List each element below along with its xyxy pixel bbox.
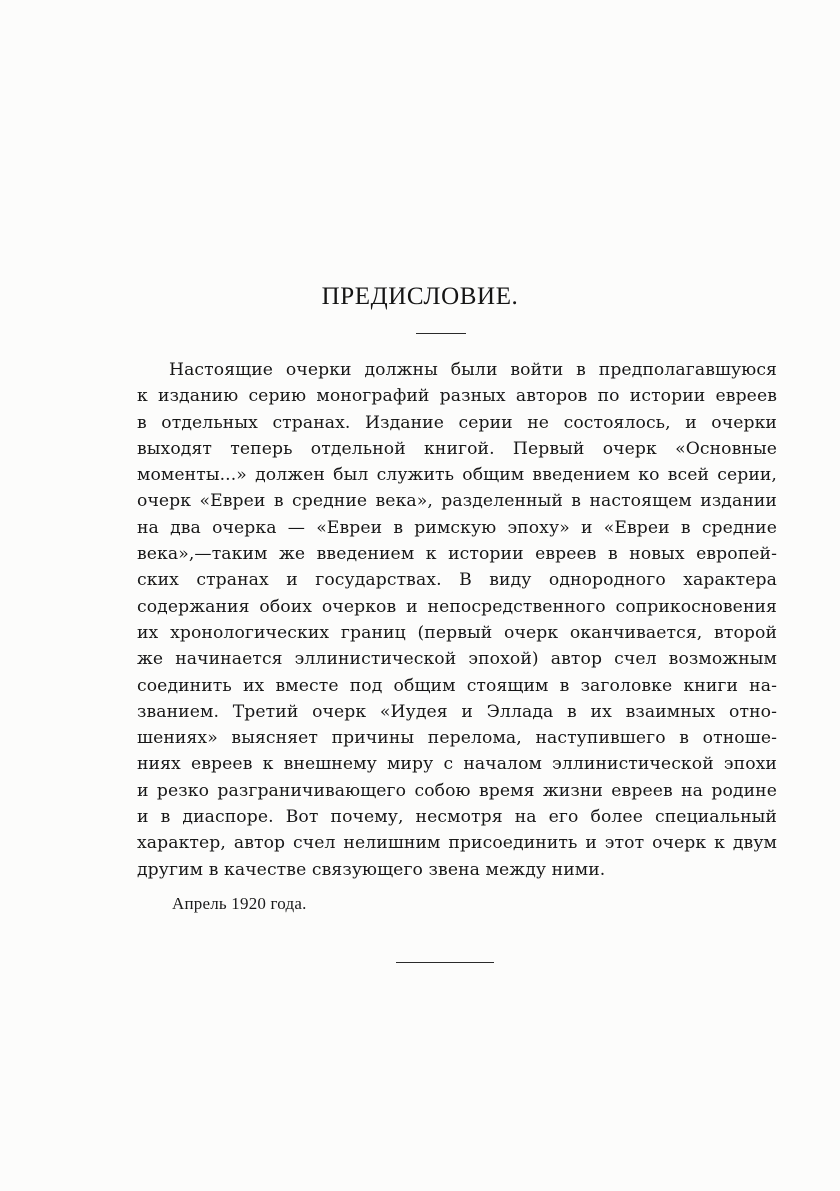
page-title: ПРЕДИСЛОВИЕ. [321,283,519,310]
preface-paragraph [137,357,777,883]
closing-divider [396,962,494,963]
paragraph-line: выходят теперь отдельной книгой. Первый очерк «Основные [137,438,777,459]
paragraph-line: характер, автор счел нелишним присоединить и этот очерк к двум [137,833,777,854]
paragraph-line: ских странах и государствах. В виду однородного характера [137,570,777,591]
paragraph-line: соединить их вместе под общим стоящим в заголовке книги на- [137,675,777,696]
paragraph-line: их хронологических границ (первый очерк оканчивается, второй [137,622,777,643]
paragraph-line: ниях евреев к внешнему миру с началом эллинистической эпохи [137,754,777,775]
paragraph-line: Настоящие очерки должны были войти в предполагавшуюся [169,360,777,380]
paragraph-line: на два очерка — «Евреи в римскую эпоху» и «Евреи в средние [137,517,777,538]
paragraph-line: и резко разграничивающего собою время жизни евреев на родине [137,780,777,801]
paragraph-line: моменты...» должен был служить общим введением ко всей серии, [137,465,777,486]
paragraph-line: и в диаспоре. Вот почему, несмотря на его более специальный [137,807,777,828]
paragraph-line: в отдельных странах. Издание серии не состоялось, и очерки [137,412,777,433]
paragraph-line: века»,—таким же введением к истории евреев в новых европей- [137,544,777,565]
paragraph-line: очерк «Евреи в средние века», разделенный в настоящем издании [137,491,777,512]
paragraph-line: другим в качестве связующего звена между ними. [137,859,606,880]
paragraph-line: к изданию серию монографий разных авторов по истории евреев [137,386,777,407]
title-divider [416,333,466,334]
paragraph-line: же начинается эллинистической эпохой) автор счел возможным [137,649,777,670]
paragraph-line: шениях» выясняет причины перелома, наступившего в отноше- [137,728,777,749]
date-signature: Апрель 1920 года. [172,894,307,913]
paragraph-line: званием. Третий очерк «Иудея и Эллада в их взаимных отно- [137,701,777,722]
paragraph-line: содержания обоих очерков и непосредственного соприкосновения [137,596,777,617]
